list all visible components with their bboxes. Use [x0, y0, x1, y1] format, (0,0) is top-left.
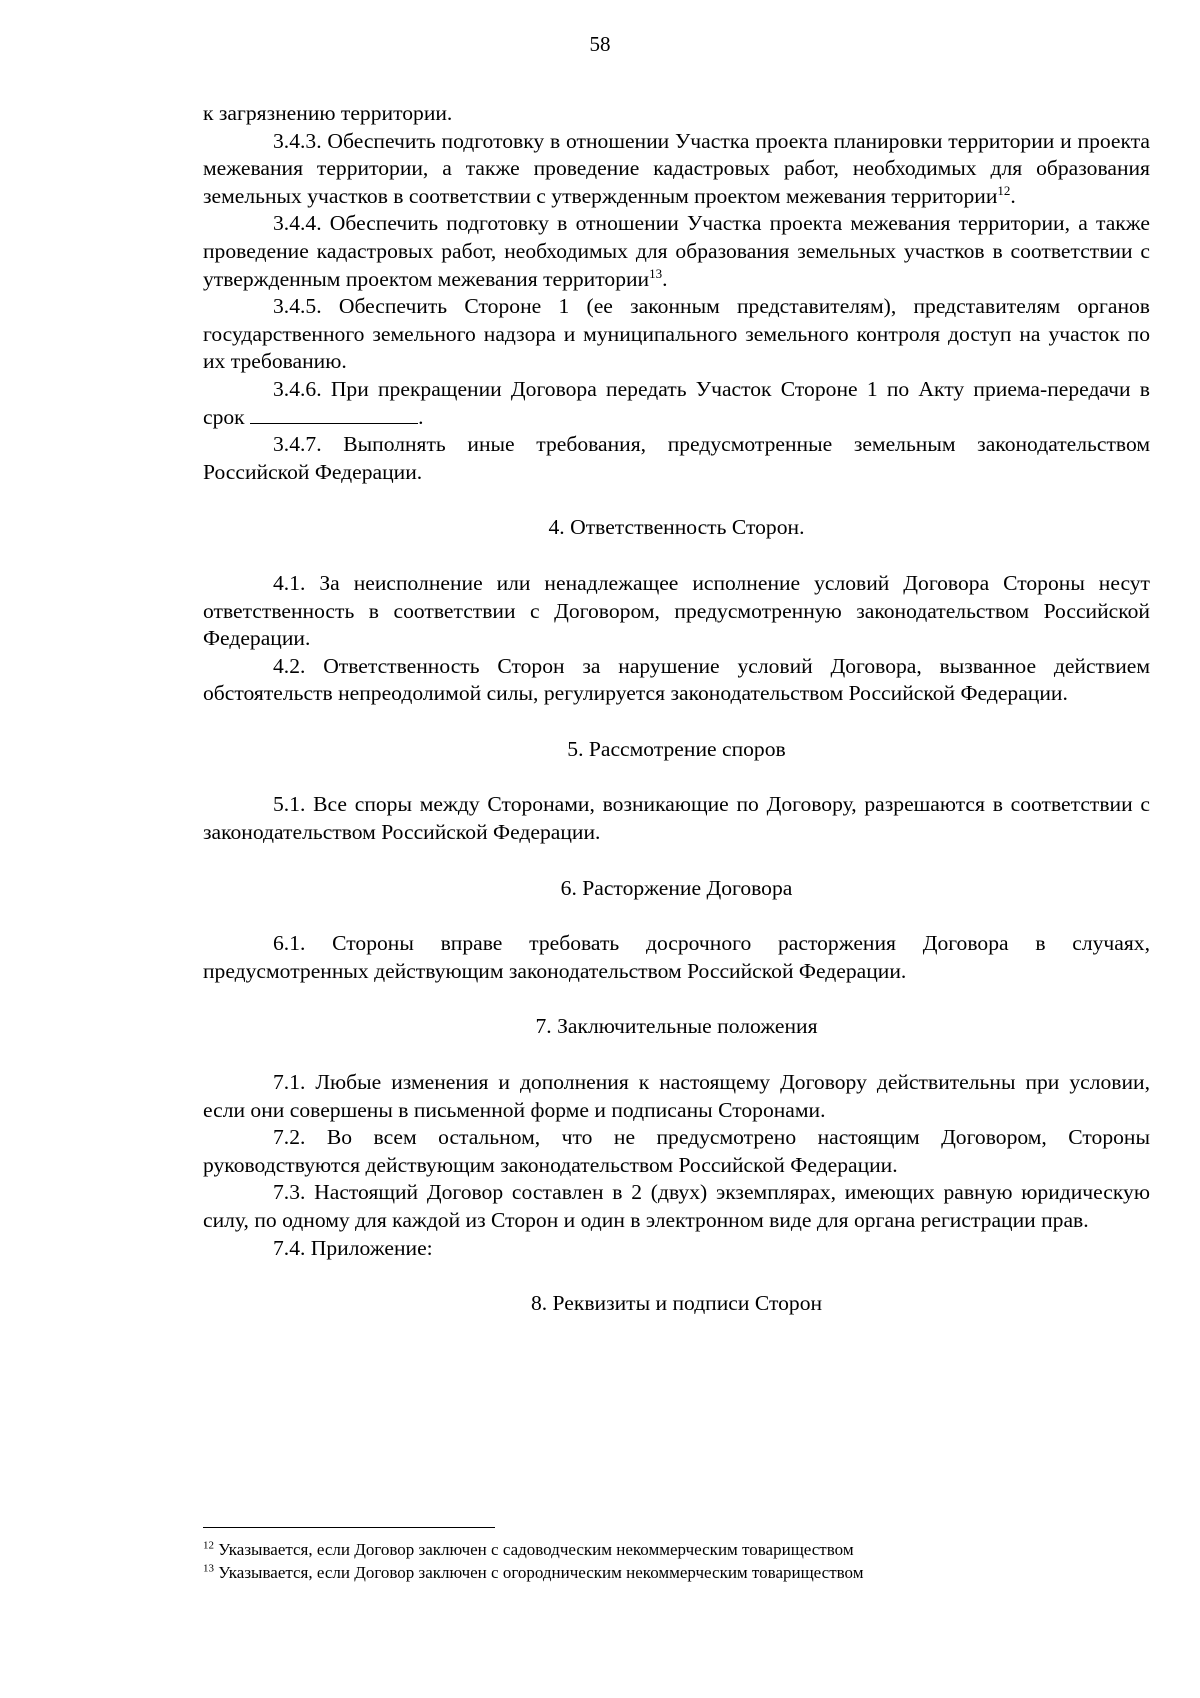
paragraph-4-1: 4.1. За неисполнение или ненадлежащее исполнение условий Договора Стороны несут ответственность в соответствии с Договором, предусмотренную законодательством Российской Федерации.: [203, 570, 1150, 651]
footnote-divider: [203, 1527, 495, 1528]
footnote-12: $^{12}$ Указывается, если Договор заключен с садоводческим некоммерческим товариществом: [203, 1539, 854, 1559]
paragraph-continuation: к загрязнению территории.: [203, 101, 453, 125]
footnote-ref-12: 12: [997, 182, 1011, 198]
footnotes: [203, 1538, 1150, 1584]
paragraph-5-1: 5.1. Все споры между Сторонами, возникающие по Договору, разрешаются в соответствии с законодательством Российской Федерации.: [203, 792, 1150, 845]
section-7-heading: 7. Заключительные положения: [535, 1014, 818, 1039]
paragraph-3-4-5: 3.4.5. Обеспечить Стороне 1 (ее законным представителям), представителям органов государственного земельного надзора и муниципального земельного контроля доступ на участок по их требованию.: [203, 294, 1150, 374]
paragraph-7-2: 7.2. Во всем остальном, что не предусмотрено настоящим Договором, Стороны руководствуются действующим законодательством Российской Федерации.: [203, 1125, 1150, 1177]
paragraph-3-4-3: 3.4.3. Обеспечить подготовку в отношении Участка проекта планировки территории и проекта межевания территории, а также проведение кадастровых работ, необходимых для образования земельных участков в соответствии с утвержденным проектом межевания территории$^{12}$.: [203, 128, 1150, 208]
paragraph-7-1: 7.1. Любые изменения и дополнения к настоящему Договору действительны при условии, если они совершены в письменной форме и подписаны Сторонами.: [203, 1070, 1150, 1122]
footnote-13: $^{13}$ Указывается, если Договор заключен с огородническим некоммерческим товариществом: [203, 1562, 864, 1582]
paragraph-3-4-6: 3.4.6. При прекращении Договора передать Участок Стороне 1 по Акту приема-передачи в срок .: [203, 376, 1150, 429]
paragraph-7-3: 7.3. Настоящий Договор составлен в 2 (двух) экземплярах, имеющих равную юридическую силу, по одному для каждой из Сторон и один в электронном виде для органа регистрации прав.: [203, 1180, 1150, 1232]
paragraph-7-4: 7.4. Приложение:: [273, 1235, 433, 1260]
paragraph-3-4-4: 3.4.4. Обеспечить подготовку в отношении Участка проекта межевания территории, а также проведение кадастровых работ, необходимых для образования земельных участков в соответствии с утвержденным проектом межевания территории$^{13}$.: [203, 211, 1150, 291]
section-5-heading: 5. Рассмотрение споров: [567, 736, 786, 761]
section-8-heading: 8. Реквизиты и подписи Сторон: [530, 1291, 823, 1316]
paragraph-3-4-7: 3.4.7. Выполнять иные требования, предусмотренные земельным законодательством Российской Федерации.: [203, 432, 1150, 484]
paragraph-6-1: 6.1. Стороны вправе требовать досрочного расторжения Договора в случаях, предусмотренных действующим законодательством Российской Федерации.: [203, 931, 1150, 983]
section-6-heading: 6. Расторжение Договора: [560, 875, 793, 900]
footnote-ref-13: 13: [649, 265, 663, 281]
blank-term-field: [250, 405, 418, 424]
section-4-heading: 4. Ответственность Сторон.: [548, 515, 805, 540]
paragraph-4-2: 4.2. Ответственность Сторон за нарушение условий Договора, вызванное действием обстоятельств непреодолимой силы, регулируется законодательством Российской Федерации.: [203, 653, 1150, 706]
document-body: [203, 100, 1150, 1346]
page-number: 58: [589, 32, 611, 56]
